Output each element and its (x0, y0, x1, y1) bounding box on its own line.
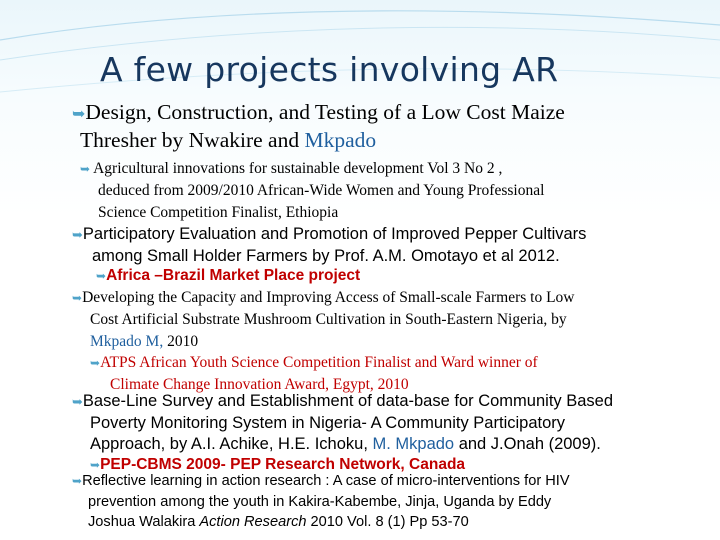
item-4-text-3a: Approach, by A.I. Achike, H.E. Ichoku, (90, 435, 373, 453)
author-highlight: Mkpado (304, 128, 377, 152)
item-4-text-3c: and J.Onah (2009). (454, 435, 601, 453)
page-title: A few projects involving AR (100, 50, 559, 89)
item-3a-line-2: Climate Change Innovation Award, Egypt, 2010 (110, 376, 409, 393)
item-4-line-2: Poverty Monitoring System in Nigeria- A Community Participatory (90, 414, 566, 432)
bullet-icon: ➥ (72, 291, 83, 305)
item-2-line-2: among Small Holder Farmers by Prof. A.M. Omotayo et al 2012. (92, 247, 560, 265)
item-4-line-1 (72, 392, 613, 411)
item-5-text-1: Reflective learning in action research : A case of micro-interventions for HIV (82, 473, 570, 489)
bullet-icon: ➥ (80, 162, 91, 176)
item-2a-line-1 (96, 267, 360, 285)
item-4a-line-1 (90, 456, 465, 474)
item-4-line-3 (90, 435, 601, 454)
bullet-icon: ➥ (72, 474, 83, 488)
bullet-icon: ➥ (72, 104, 86, 123)
author-highlight: Mkpado M, (90, 333, 164, 350)
item-1-line-1 (72, 100, 565, 125)
item-1-line-2 (80, 128, 376, 153)
item-1a-line-2: deduced from 2009/2010 African-Wide Women and Young Professional (98, 182, 545, 199)
author-highlight: M. Mkpado (372, 435, 455, 453)
item-3-text-1: Developing the Capacity and Improving Access of Small-scale Farmers to Low (82, 289, 575, 306)
item-3a-text-1: ATPS African Youth Science Competition Finalist and Ward winner of (100, 354, 538, 371)
item-3-line-1 (72, 289, 575, 307)
item-5-line-1 (72, 473, 570, 489)
item-3-line-2: Cost Artificial Substrate Mushroom Cultivation in South-Eastern Nigeria, by (90, 311, 567, 328)
item-3-line-3 (90, 333, 198, 351)
bullet-icon: ➥ (90, 356, 101, 370)
item-1a-text-1: Agricultural innovations for sustainable development Vol 3 No 2 , (93, 160, 503, 177)
item-5-line-3 (88, 514, 469, 530)
item-3a-line-1 (90, 354, 538, 372)
item-2a-text: Africa –Brazil Market Place project (106, 267, 361, 284)
item-2-text-1: Participatory Evaluation and Promotion of Improved Pepper Cultivars (82, 225, 587, 243)
item-4a-text: PEP-CBMS 2009- PEP Research Network, Canada (100, 456, 466, 473)
item-1-text-1: Design, Construction, and Testing of a Low Cost Maize (85, 100, 565, 124)
bullet-icon: ➥ (96, 269, 107, 283)
item-2-line-1 (72, 225, 586, 244)
item-3-year: 2010 (163, 333, 199, 350)
item-1a-line-1 (80, 160, 502, 178)
item-4-text-1: Base-Line Survey and Establishment of data-base for Community Based (82, 392, 614, 410)
item-5-text-3a: Joshua Walakira (88, 514, 200, 530)
bullet-icon: ➥ (72, 395, 83, 410)
journal-name: Action Research (199, 514, 307, 530)
bullet-icon: ➥ (90, 458, 101, 472)
bullet-icon: ➥ (72, 228, 83, 243)
item-1a-line-3: Science Competition Finalist, Ethiopia (98, 204, 339, 221)
item-5-text-3c: 2010 Vol. 8 (1) Pp 53-70 (306, 514, 469, 530)
item-1-text-2: Thresher by Nwakire and (80, 128, 305, 152)
item-5-line-2: prevention among the youth in Kakira-Kabembe, Jinja, Uganda by Eddy (88, 494, 552, 510)
